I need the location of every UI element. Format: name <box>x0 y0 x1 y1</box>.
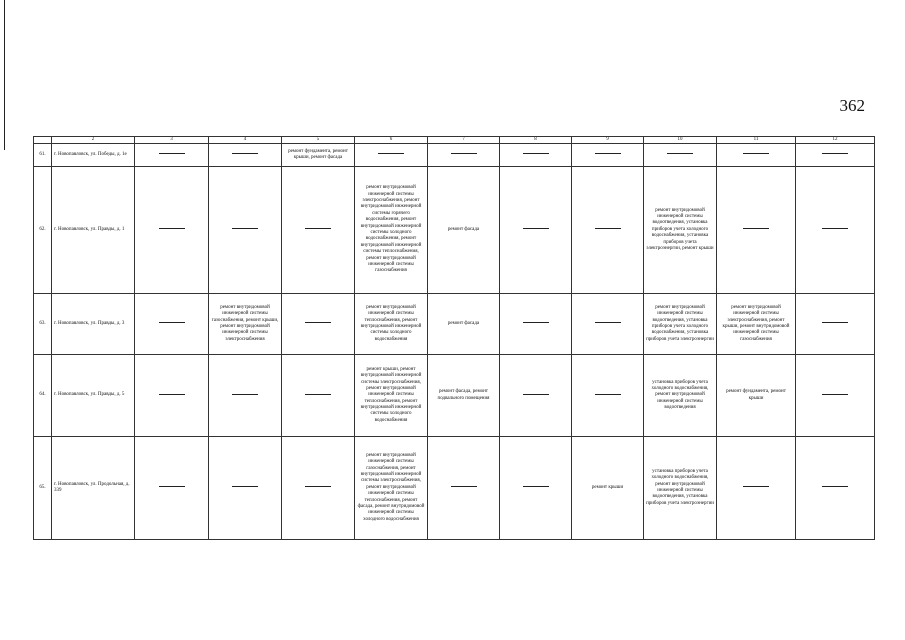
address-cell: г. Новопавловск, ул. Правды, д. 3 <box>52 294 135 355</box>
dash-mark <box>822 486 848 487</box>
dash-mark <box>523 322 549 323</box>
address-cell: г. Новопавловск, ул. Правды, д. 1 <box>52 167 135 294</box>
cell-col-6: ремонт внутридомовой инженерной системы теплоснабжения, ремонт внутридомовой инженерной системы холодного водоснабжения <box>355 294 428 355</box>
dash-mark <box>595 322 621 323</box>
cell-col-7: ремонт фасада, ремонт подвального помещения <box>428 355 500 437</box>
cell-col-12 <box>796 294 875 355</box>
cell-col-3 <box>135 294 209 355</box>
dash-mark <box>232 486 258 487</box>
cell-col-4 <box>209 167 282 294</box>
dash-mark <box>743 228 769 229</box>
row-number: 62. <box>34 167 52 294</box>
dash-mark <box>159 153 185 154</box>
repair-schedule-table <box>33 136 875 540</box>
dash-mark <box>822 228 848 229</box>
cell-col-10: установка приборов учета холодного водоснабжения, ремонт внутридомовой инженерной системы водоотведения, установка приборов учета электроэнергии <box>644 437 717 540</box>
header-row <box>34 137 875 144</box>
cell-col-12 <box>796 144 875 167</box>
dash-mark <box>232 394 258 395</box>
dash-mark <box>523 486 549 487</box>
cell-col-12 <box>796 355 875 437</box>
table-row <box>34 355 875 437</box>
dash-mark <box>305 486 331 487</box>
cell-col-11: ремонт внутридомовой инженерной системы электроснабжения, ремонт крыши, ремонт внутридомовой инженерной системы газоснабжения <box>717 294 796 355</box>
dash-mark <box>305 322 331 323</box>
cell-col-12 <box>796 167 875 294</box>
header-cell-9: 9 <box>572 137 644 144</box>
dash-mark <box>232 153 258 154</box>
row-number: 64. <box>34 355 52 437</box>
dash-mark <box>743 486 769 487</box>
cell-col-3 <box>135 167 209 294</box>
table-row <box>34 167 875 294</box>
dash-mark <box>743 153 769 154</box>
table-row <box>34 437 875 540</box>
dash-mark <box>378 153 404 154</box>
row-number: 63. <box>34 294 52 355</box>
header-cell-12: 12 <box>796 137 875 144</box>
cell-col-10: установка приборов учета холодного водоснабжения, ремонт внутридомовой инженерной системы водоотведения <box>644 355 717 437</box>
cell-col-6 <box>355 144 428 167</box>
cell-col-4: ремонт внутридомовой инженерной системы газоснабжения, ремонт крыши, ремонт внутридомовой инженерной системы электроснабжения <box>209 294 282 355</box>
cell-col-8 <box>500 437 572 540</box>
table-row <box>34 144 875 167</box>
dash-mark <box>159 228 185 229</box>
dash-mark <box>595 394 621 395</box>
cell-col-7: ремонт фасада <box>428 294 500 355</box>
cell-col-11 <box>717 167 796 294</box>
header-cell-11: 11 <box>717 137 796 144</box>
cell-col-3 <box>135 355 209 437</box>
row-number: 61. <box>34 144 52 167</box>
cell-col-6: ремонт внутридомовой инженерной системы газоснабжения, ремонт внутридомовой инженерной системы электроснабжения, ремонт внутридомовой инженерной системы теплоснабжения, ремонт фасада, ремонт внутридомовой инженерной системы холодного водоснабжения <box>355 437 428 540</box>
cell-col-5 <box>282 294 355 355</box>
dash-mark <box>305 394 331 395</box>
cell-col-8 <box>500 144 572 167</box>
dash-mark <box>159 486 185 487</box>
cell-col-9 <box>572 294 644 355</box>
dash-mark <box>451 486 477 487</box>
cell-col-6: ремонт крыши, ремонт внутридомовой инженерной системы электроснабжения, ремонт внутридомовой инженерной системы теплоснабжения, ремонт внутридомовой инженерной системы холодного водоснабжения <box>355 355 428 437</box>
cell-col-9 <box>572 144 644 167</box>
dash-mark <box>523 153 549 154</box>
cell-col-7: ремонт фасада <box>428 167 500 294</box>
dash-mark <box>667 153 693 154</box>
address-cell: г. Новопавловск, ул. Победы, д. 1е <box>52 144 135 167</box>
cell-col-11 <box>717 437 796 540</box>
header-cell-7: 7 <box>428 137 500 144</box>
cell-col-9 <box>572 355 644 437</box>
cell-col-10: ремонт внутридомовой инженерной системы водоотведения, установка приборов учета холодного водоснабжения, установка приборов учета электроэнергии <box>644 294 717 355</box>
cell-col-8 <box>500 167 572 294</box>
dash-mark <box>305 228 331 229</box>
header-cell-5: 5 <box>282 137 355 144</box>
header-cell-2: 2 <box>52 137 135 144</box>
dash-mark <box>523 394 549 395</box>
dash-mark <box>159 394 185 395</box>
cell-col-5 <box>282 355 355 437</box>
header-cell-3: 3 <box>135 137 209 144</box>
cell-col-6: ремонт внутридомовой инженерной системы электроснабжения, ремонт внутридомовой инженерной системы горячего водоснабжения, ремонт внутридомовой инженерной системы холодного водоснабжения, ремонт внутридомовой инженерной системы теплоснабжения, ремонт внутридомовой инженерной системы газоснабжения <box>355 167 428 294</box>
dash-mark <box>232 228 258 229</box>
header-cell-1 <box>34 137 52 144</box>
dash-mark <box>822 153 848 154</box>
cell-col-7 <box>428 437 500 540</box>
cell-col-5: ремонт фундамента, ремонт крыши, ремонт фасада <box>282 144 355 167</box>
header-cell-10: 10 <box>644 137 717 144</box>
dash-mark <box>822 322 848 323</box>
cell-col-8 <box>500 294 572 355</box>
cell-col-10: ремонт внутридомовой инженерной системы водоотведения, установка приборов учета холодного водоснабжения, установка приборов учета электроэнергии, ремонт крыши <box>644 167 717 294</box>
dash-mark <box>523 228 549 229</box>
cell-col-7 <box>428 144 500 167</box>
dash-mark <box>595 153 621 154</box>
cell-col-11: ремонт фундамента, ремонт крыши <box>717 355 796 437</box>
header-cell-8: 8 <box>500 137 572 144</box>
cell-col-5 <box>282 437 355 540</box>
cell-col-4 <box>209 437 282 540</box>
cell-col-12 <box>796 437 875 540</box>
address-cell: г. Новопавловск, ул. Правды, д. 5 <box>52 355 135 437</box>
binding-margin-line <box>4 0 5 150</box>
dash-mark <box>451 153 477 154</box>
dash-mark <box>822 394 848 395</box>
header-cell-6: 6 <box>355 137 428 144</box>
cell-col-3 <box>135 437 209 540</box>
header-cell-4: 4 <box>209 137 282 144</box>
cell-col-11 <box>717 144 796 167</box>
page-number: 362 <box>839 96 865 115</box>
cell-col-8 <box>500 355 572 437</box>
cell-col-4 <box>209 355 282 437</box>
cell-col-3 <box>135 144 209 167</box>
cell-col-9 <box>572 167 644 294</box>
dash-mark <box>595 228 621 229</box>
cell-col-4 <box>209 144 282 167</box>
dash-mark <box>159 322 185 323</box>
cell-col-9: ремонт крыши <box>572 437 644 540</box>
cell-col-5 <box>282 167 355 294</box>
table-row <box>34 294 875 355</box>
address-cell: г. Новопавловск, ул. Продольная, д. 339 <box>52 437 135 540</box>
cell-col-10 <box>644 144 717 167</box>
row-number: 65. <box>34 437 52 540</box>
